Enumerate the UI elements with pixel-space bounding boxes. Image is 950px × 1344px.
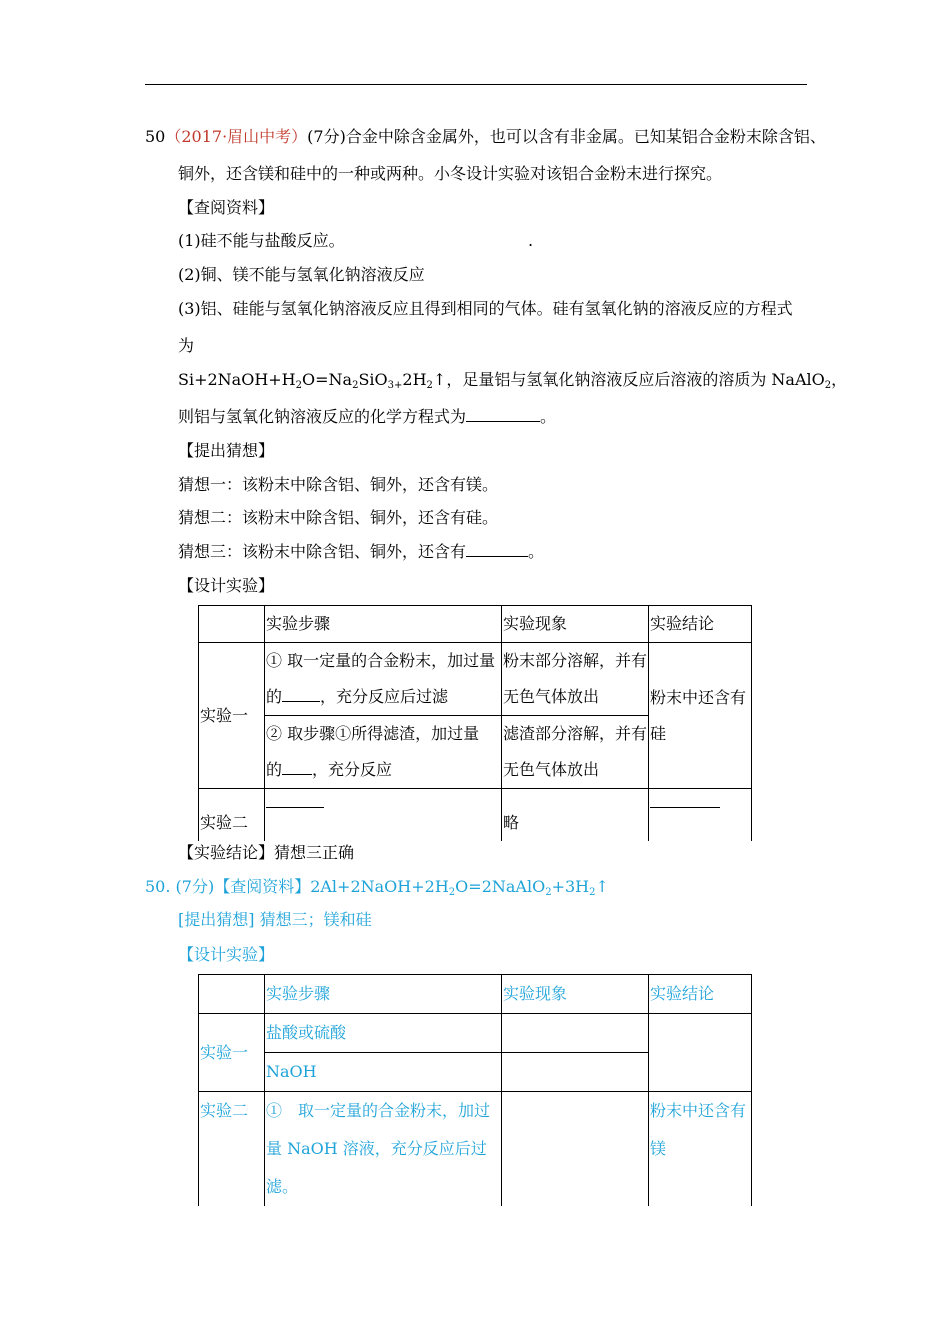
heading-hypothesis: 【提出猜想】 [178,441,275,460]
exp1-conclusion: 粉末中还含有 硅 [649,643,752,789]
heading-reference: 【查阅资料】 [178,198,275,217]
question-stem-line-2: 铜外，还含镁和硅中的一种或两种。小冬设计实验对该铝合金粉末进行探究。 [178,164,723,183]
ans-exp1-conclusion [649,1014,752,1092]
exp1-label: 实验一 [199,643,265,789]
header-phenomenon: 实验现象 [502,606,649,643]
exp1-phenomenon2: 滤渣部分溶解，并有 无色气体放出 [502,716,649,789]
answer-line-1: 50. (7分)【查阅资料】$2Al+2NaOH+2H_2O=2NaAlO_2+3H_2↑$ [145,877,609,898]
answer-blank [282,760,312,775]
reference-3a: (3)铝、硅能与氢氧化钠溶液反应且得到相同的气体。硅有氢氧化钠的溶液反应的方程式 [178,299,793,318]
answer-blank [650,789,720,808]
ans-exp1-phen2 [502,1053,649,1092]
answer-table [198,974,752,1206]
exp1-phenomenon1: 粉末部分溶解，并有 无色气体放出 [502,643,649,716]
reference-1: (1)硅不能与盐酸反应。 [178,231,345,250]
reference-4: 则铝与氢氧化钠溶液反应的化学方程式为 。 [178,407,557,426]
header-conclusion: 实验结论 [649,606,752,643]
header-rule [145,84,807,85]
heading-design: 【设计实验】 [178,576,275,595]
question-score: (7分) [307,127,346,146]
exp1-step1: ① 取一定量的合金粉末，加过量 的 ，充分反应后过滤 [265,643,502,716]
answer-heading-design: 【设计实验】 [178,945,275,964]
reference-3b: 为 [178,336,195,355]
header-step: 实验步骤 [265,606,502,643]
stem-text-1: 合金中除含金属外，也可以含有非金属。已知某铝合金粉末除含铝、 [345,127,826,146]
answer-blank [282,687,320,702]
exp2-step [265,789,502,841]
equation-line: $Si+2NaOH+H_2O=Na_2SiO_{3+}2H_2↑$，足量铝与氢氧化钠溶液反应后溶液的溶质为 NaAlO$_2$， [178,370,848,391]
ans-exp1-label: 实验一 [199,1014,265,1092]
exp2-label: 实验二 [199,789,265,841]
experiment-table [198,605,752,841]
question-source: （2017·眉山中考） [165,127,308,146]
question-stem-line-1 [145,127,826,147]
ans-exp2-phenomenon [502,1092,649,1207]
hypothesis-1: 猜想一：该粉末中除含铝、铜外，还含有镁。 [178,475,499,494]
hypothesis-3: 猜想三：该粉末中除含铝、铜外，还含有 。 [178,542,545,561]
table-corner [199,606,265,643]
exp1-step2: ② 取步骤①所得滤渣，加过量 的 ，充分反应 [265,716,502,789]
ans-header-step: 实验步骤 [265,975,502,1014]
ans-exp1-phen1 [502,1014,649,1053]
reference-1-dot: . [528,231,534,250]
hypothesis-2: 猜想二：该粉末中除含铝、铜外，还含有硅。 [178,508,499,527]
answer-blank [466,407,540,422]
ans-table-corner [199,975,265,1014]
ans-exp2-label: 实验二 [199,1092,265,1207]
reference-2: (2)铜、镁不能与氢氧化钠溶液反应 [178,265,425,284]
ans-exp2-conclusion: 粉末中还含有 镁 [649,1092,752,1207]
question-number: 50 [145,127,166,146]
conclusion-line: 【实验结论】猜想三正确 [178,843,355,862]
ans-header-phenomenon: 实验现象 [502,975,649,1014]
ans-exp1-row2: NaOH [265,1053,502,1092]
exp2-phenomenon: 略 [502,789,649,841]
ans-header-conclusion: 实验结论 [649,975,752,1014]
answer-line-2: [提出猜想] 猜想三；镁和硅 [178,910,372,929]
exp2-conclusion [649,789,752,841]
answer-blank [266,789,324,808]
ans-exp2-step: ① 取一定量的合金粉末，加过 量 NaOH 溶液，充分反应后过 滤。 [265,1092,502,1207]
answer-blank [466,542,528,557]
ans-exp1-row1: 盐酸或硫酸 [265,1014,502,1053]
